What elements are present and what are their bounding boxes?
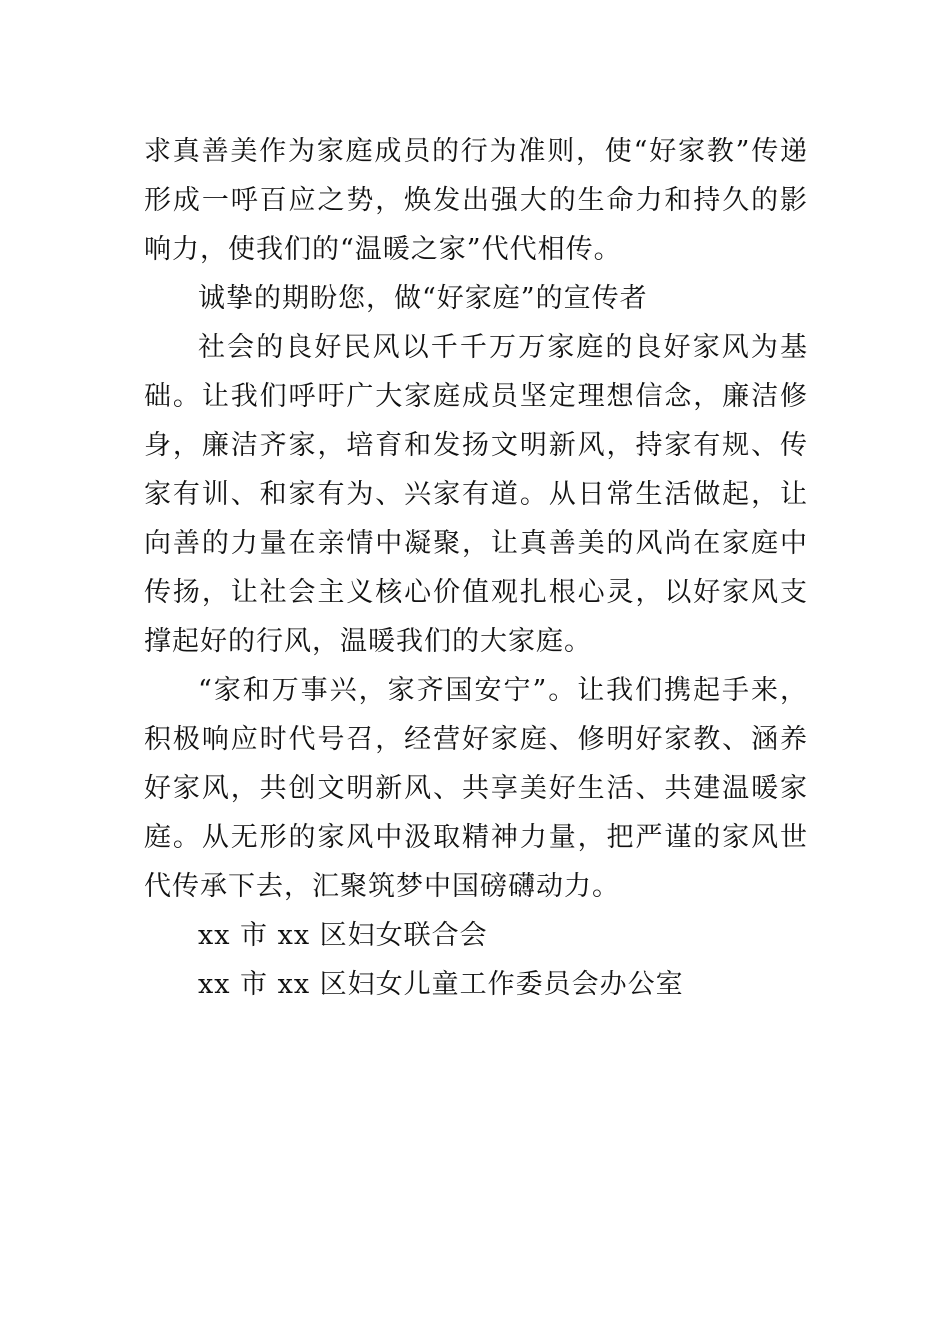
signature-committee-office: xx 市 xx 区妇女儿童工作委员会办公室	[198, 969, 684, 1000]
section-heading: 诚挚的期盼您，做“好家庭”的宣传者	[198, 283, 648, 314]
document-body	[144, 127, 808, 1009]
paragraph-body-2: “家和万事兴，家齐国安宁”。让我们携起手来，积极响应时代号召，经营好家庭、修明好家教、涵养好家风，共创文明新风、共享美好生活、共建温暖家庭。从无形的家风中汲取精神力量，把严谨的家风世代传承下去，汇聚筑梦中国磅礴动力。	[144, 675, 808, 902]
paragraph-body-1: 社会的良好民风以千千万万家庭的良好家风为基础。让我们呼吁广大家庭成员坚定理想信念，廉洁修身，廉洁齐家，培育和发扬文明新风，持家有规、传家有训、和家有为、兴家有道。从日常生活做起，让向善的力量在亲情中凝聚，让真善美的风尚在家庭中传扬，让社会主义核心价值观扎根心灵，以好家风支撑起好的行风，温暖我们的大家庭。	[144, 332, 808, 657]
signature-women-federation: xx 市 xx 区妇女联合会	[198, 920, 488, 951]
paragraph-continuation: 求真善美作为家庭成员的行为准则，使“好家教”传递形成一呼百应之势，焕发出强大的生命力和持久的影响力，使我们的“温暖之家”代代相传。	[144, 136, 808, 265]
